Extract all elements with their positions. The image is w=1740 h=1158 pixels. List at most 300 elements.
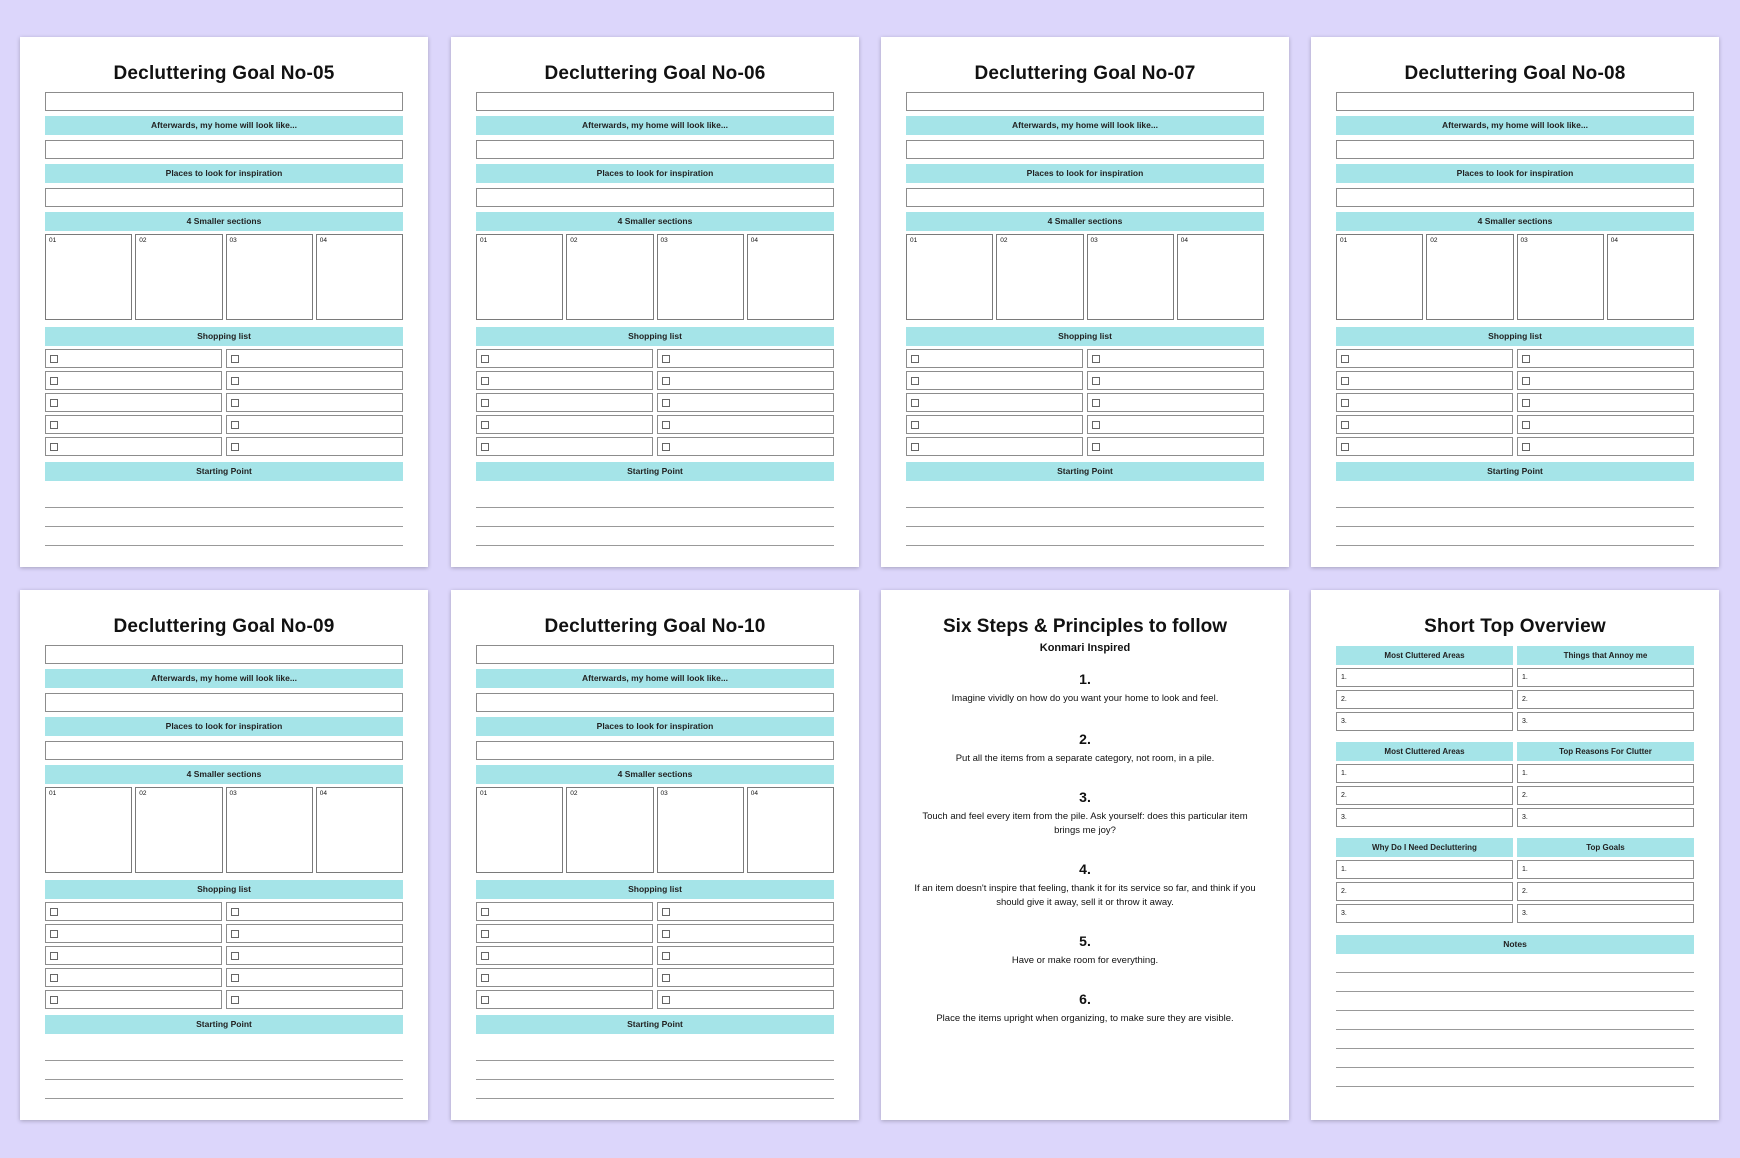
checkbox-icon[interactable] [1092,355,1100,363]
goal-input[interactable] [476,645,834,664]
shopping-item[interactable] [657,924,834,943]
afterwards-input[interactable] [1336,140,1694,159]
goal-input[interactable] [1336,92,1694,111]
checkbox-icon[interactable] [662,908,670,916]
section-box[interactable] [476,234,563,320]
writing-line[interactable] [45,527,403,546]
overview-entry[interactable] [1517,882,1694,901]
overview-entry[interactable] [1517,860,1694,879]
afterwards-header: Afterwards, my home will look like... [45,669,403,688]
checkbox-icon[interactable] [1092,377,1100,385]
section-number: 01 [480,790,488,797]
section-box[interactable] [566,787,653,873]
checkbox-icon[interactable] [231,974,239,982]
sections-header: 4 Smaller sections [1336,212,1694,231]
entry-number: 2. [1522,888,1528,895]
section-box[interactable] [135,787,222,873]
sections-header: 4 Smaller sections [476,212,834,231]
shopping-header: Shopping list [45,327,403,346]
checkbox-icon[interactable] [481,377,489,385]
checkbox-icon[interactable] [662,443,670,451]
sections-row [476,787,834,873]
afterwards-header: Afterwards, my home will look like... [45,116,403,135]
overview-block [1336,838,1694,923]
section-number: 03 [1090,237,1098,244]
page-title: Six Steps & Principles to follow [943,616,1227,637]
shopping-item[interactable] [906,371,1083,390]
shopping-item[interactable] [476,371,653,390]
overview-entry[interactable] [1336,808,1513,827]
inspiration-header: Places to look for inspiration [476,164,834,183]
checkbox-icon[interactable] [1522,421,1530,429]
checkbox-icon[interactable] [662,399,670,407]
entry-number: 2. [1522,696,1528,703]
goal-input[interactable] [906,92,1264,111]
shopping-item[interactable] [657,990,834,1009]
shopping-item[interactable] [226,415,403,434]
writing-lines [1336,489,1694,546]
shopping-item[interactable] [906,415,1083,434]
overview-header: Top Goals [1517,838,1694,857]
section-number: 01 [910,237,918,244]
entry-number: 2. [1522,792,1528,799]
overview-entry[interactable] [1336,882,1513,901]
section-box[interactable] [1177,234,1264,320]
checkbox-icon[interactable] [911,355,919,363]
checkbox-icon[interactable] [231,908,239,916]
section-number: 03 [660,790,668,797]
section-box[interactable] [45,787,132,873]
checkbox-icon[interactable] [481,996,489,1004]
checkbox-icon[interactable] [231,930,239,938]
section-number: 02 [570,790,578,797]
shopping-item[interactable] [476,968,653,987]
checkbox-icon[interactable] [662,421,670,429]
shopping-item[interactable] [45,393,222,412]
writing-line[interactable] [1336,508,1694,527]
overview-entry[interactable] [1336,786,1513,805]
checkbox-icon[interactable] [1092,443,1100,451]
page-title: Decluttering Goal No-09 [113,616,335,637]
checkbox-icon[interactable] [662,996,670,1004]
note-line[interactable] [1336,1068,1694,1087]
overview-block [1336,742,1694,827]
shopping-item[interactable] [1517,415,1694,434]
section-number: 04 [1180,237,1188,244]
goal-input[interactable] [45,92,403,111]
inspiration-input[interactable] [476,741,834,760]
shopping-item[interactable] [226,393,403,412]
shopping-item[interactable] [476,902,653,921]
overview-block [1336,646,1694,731]
checkbox-icon[interactable] [481,355,489,363]
writing-line[interactable] [476,489,834,508]
checkbox-icon[interactable] [50,996,58,1004]
section-box[interactable] [135,234,222,320]
shopping-item[interactable] [45,990,222,1009]
checkbox-icon[interactable] [231,421,239,429]
writing-line[interactable] [476,1042,834,1061]
shopping-item[interactable] [906,349,1083,368]
checkbox-icon[interactable] [481,930,489,938]
section-box[interactable] [1426,234,1513,320]
shopping-item[interactable] [226,437,403,456]
section-number: 04 [750,237,758,244]
section-number: 02 [570,237,578,244]
checkbox-icon[interactable] [1341,421,1349,429]
shopping-item[interactable] [226,990,403,1009]
shopping-item[interactable] [45,924,222,943]
page-title: Decluttering Goal No-05 [113,63,335,84]
section-number: 03 [1520,237,1528,244]
checkbox-icon[interactable] [50,421,58,429]
overview-column [1336,838,1513,923]
writing-line[interactable] [906,489,1264,508]
goal-input[interactable] [45,645,403,664]
checkbox-icon[interactable] [231,952,239,960]
checkbox-icon[interactable] [231,377,239,385]
page-title: Decluttering Goal No-06 [544,63,766,84]
section-box[interactable] [316,234,403,320]
section-box[interactable] [45,234,132,320]
checkbox-icon[interactable] [662,974,670,982]
shopping-item[interactable] [657,902,834,921]
shopping-item[interactable] [1087,415,1264,434]
inspiration-input[interactable] [476,188,834,207]
entry-number: 3. [1522,910,1528,917]
section-box[interactable] [1336,234,1423,320]
section-number: 04 [1610,237,1618,244]
section-box[interactable] [657,234,744,320]
shopping-item[interactable] [45,968,222,987]
section-box[interactable] [657,787,744,873]
checkbox-icon[interactable] [231,399,239,407]
section-box[interactable] [566,234,653,320]
writing-line[interactable] [1336,489,1694,508]
sections-row [45,234,403,320]
writing-lines [476,1042,834,1099]
checkbox-icon[interactable] [50,443,58,451]
section-box[interactable] [1517,234,1604,320]
checkbox-icon[interactable] [662,952,670,960]
overview-entry[interactable] [1336,668,1513,687]
sections-header: 4 Smaller sections [45,765,403,784]
step-number: 3. [1079,789,1091,805]
page-title: Decluttering Goal No-07 [974,63,1196,84]
inspiration-header: Places to look for inspiration [476,717,834,736]
section-box[interactable] [226,234,313,320]
section-box[interactable] [747,787,834,873]
shopping-header: Shopping list [906,327,1264,346]
goal-page [881,37,1289,567]
checkbox-icon[interactable] [231,996,239,1004]
entry-number: 3. [1522,718,1528,725]
inspiration-header: Places to look for inspiration [906,164,1264,183]
afterwards-input[interactable] [45,693,403,712]
starting-header: Starting Point [476,1015,834,1034]
afterwards-input[interactable] [476,693,834,712]
shopping-item[interactable] [45,902,222,921]
writing-line[interactable] [476,508,834,527]
overview-entry[interactable] [1517,668,1694,687]
step-number: 6. [1079,991,1091,1007]
writing-line[interactable] [45,1080,403,1099]
checkbox-icon[interactable] [911,421,919,429]
entry-number: 3. [1341,910,1347,917]
shopping-item[interactable] [1087,437,1264,456]
page-title: Decluttering Goal No-08 [1404,63,1626,84]
step-number: 5. [1079,933,1091,949]
shopping-item[interactable] [476,946,653,965]
overview-entry[interactable] [1517,808,1694,827]
sections-row [906,234,1264,320]
checkbox-icon[interactable] [1522,399,1530,407]
entry-number: 2. [1341,792,1347,799]
entry-number: 2. [1341,888,1347,895]
checkbox-icon[interactable] [1341,443,1349,451]
note-line[interactable] [1336,973,1694,992]
checkbox-icon[interactable] [662,355,670,363]
shopping-header: Shopping list [476,327,834,346]
checkbox-icon[interactable] [50,974,58,982]
checkbox-icon[interactable] [662,930,670,938]
checkbox-icon[interactable] [231,443,239,451]
section-box[interactable] [996,234,1083,320]
overview-entry[interactable] [1517,764,1694,783]
writing-line[interactable] [45,1042,403,1061]
checkbox-icon[interactable] [50,930,58,938]
page-title: Short Top Overview [1424,616,1606,637]
sections-row [476,234,834,320]
checkbox-icon[interactable] [1522,355,1530,363]
section-box[interactable] [1607,234,1694,320]
inspiration-input[interactable] [906,188,1264,207]
writing-line[interactable] [45,1061,403,1080]
checkbox-icon[interactable] [1092,399,1100,407]
afterwards-header: Afterwards, my home will look like... [476,669,834,688]
notes-header: Notes [1336,935,1694,954]
shopping-item[interactable] [657,415,834,434]
checkbox-icon[interactable] [231,355,239,363]
shopping-item[interactable] [45,349,222,368]
step-text: Imagine vividly on how do you want your home to look and feel. [951,693,1219,704]
goal-page [20,590,428,1120]
checkbox-icon[interactable] [911,443,919,451]
writing-line[interactable] [45,489,403,508]
section-number: 01 [1340,237,1348,244]
shopping-item[interactable] [657,437,834,456]
entry-number: 3. [1522,814,1528,821]
shopping-item[interactable] [226,968,403,987]
shopping-item[interactable] [476,349,653,368]
afterwards-input[interactable] [476,140,834,159]
note-line[interactable] [1336,992,1694,1011]
section-number: 03 [229,237,237,244]
step-number: 4. [1079,861,1091,877]
shopping-item[interactable] [476,924,653,943]
overview-column [1517,646,1694,731]
section-number: 04 [319,790,327,797]
section-box[interactable] [747,234,834,320]
section-box[interactable] [226,787,313,873]
shopping-item[interactable] [1517,349,1694,368]
checkbox-icon[interactable] [1341,399,1349,407]
writing-lines [476,489,834,546]
shopping-item[interactable] [476,990,653,1009]
shopping-item[interactable] [476,393,653,412]
shopping-item[interactable] [226,902,403,921]
writing-line[interactable] [476,1080,834,1099]
shopping-list [1336,349,1694,456]
overview-entry[interactable] [1336,690,1513,709]
inspiration-input[interactable] [45,741,403,760]
section-box[interactable] [1087,234,1174,320]
checkbox-icon[interactable] [1341,377,1349,385]
goal-page [451,590,859,1120]
starting-header: Starting Point [1336,462,1694,481]
shopping-item[interactable] [1087,393,1264,412]
inspiration-header: Places to look for inspiration [1336,164,1694,183]
overview-entry[interactable] [1336,712,1513,731]
overview-entry[interactable] [1517,904,1694,923]
checkbox-icon[interactable] [1522,377,1530,385]
shopping-list [45,902,403,1009]
shopping-item[interactable] [906,437,1083,456]
step-item [906,932,1264,968]
shopping-header: Shopping list [45,880,403,899]
step-item [906,860,1264,910]
shopping-item[interactable] [657,371,834,390]
overview-header: Things that Annoy me [1517,646,1694,665]
shopping-item[interactable] [1517,437,1694,456]
afterwards-input[interactable] [906,140,1264,159]
checkbox-icon[interactable] [1522,443,1530,451]
page-subtitle: Konmari Inspired [1039,642,1131,654]
checkbox-icon[interactable] [481,908,489,916]
checkbox-icon[interactable] [50,399,58,407]
shopping-item[interactable] [657,393,834,412]
shopping-item[interactable] [1087,349,1264,368]
goal-input[interactable] [476,92,834,111]
checkbox-icon[interactable] [481,421,489,429]
checkbox-icon[interactable] [481,399,489,407]
checkbox-icon[interactable] [481,952,489,960]
writing-line[interactable] [906,508,1264,527]
checkbox-icon[interactable] [1341,355,1349,363]
overview-entry[interactable] [1336,764,1513,783]
writing-line[interactable] [45,508,403,527]
shopping-item[interactable] [1336,437,1513,456]
writing-line[interactable] [1336,527,1694,546]
writing-line[interactable] [906,527,1264,546]
note-line[interactable] [1336,1049,1694,1068]
shopping-item[interactable] [226,349,403,368]
shopping-item[interactable] [45,946,222,965]
shopping-item[interactable] [476,415,653,434]
overview-entry[interactable] [1517,690,1694,709]
shopping-list [476,349,834,456]
starting-header: Starting Point [45,1015,403,1034]
checkbox-icon[interactable] [481,974,489,982]
shopping-item[interactable] [1517,371,1694,390]
note-line[interactable] [1336,1030,1694,1049]
overview-entry[interactable] [1336,904,1513,923]
step-text: Put all the items from a separate category, not room, in a pile. [955,753,1215,764]
shopping-item[interactable] [476,437,653,456]
section-box[interactable] [316,787,403,873]
step-item [906,990,1264,1026]
overview-column [1517,838,1694,923]
shopping-item[interactable] [657,946,834,965]
shopping-item[interactable] [226,946,403,965]
starting-header: Starting Point [476,462,834,481]
writing-line[interactable] [476,527,834,546]
shopping-item[interactable] [226,924,403,943]
writing-lines [45,1042,403,1099]
shopping-item[interactable] [45,415,222,434]
checkbox-icon[interactable] [911,377,919,385]
shopping-item[interactable] [45,371,222,390]
entry-number: 3. [1341,814,1347,821]
shopping-item[interactable] [657,968,834,987]
inspiration-input[interactable] [1336,188,1694,207]
goal-page [451,37,859,567]
section-number: 03 [660,237,668,244]
overview-page [1311,590,1719,1120]
shopping-item[interactable] [1517,393,1694,412]
shopping-item[interactable] [1336,393,1513,412]
step-text: Have or make room for everything. [1011,955,1159,966]
checkbox-icon[interactable] [911,399,919,407]
shopping-item[interactable] [45,437,222,456]
checkbox-icon[interactable] [50,952,58,960]
checkbox-icon[interactable] [481,443,489,451]
shopping-item[interactable] [1336,349,1513,368]
entry-number: 1. [1522,674,1528,681]
section-box[interactable] [906,234,993,320]
sections-header: 4 Smaller sections [45,212,403,231]
overview-entry[interactable] [1336,860,1513,879]
checkbox-icon[interactable] [50,377,58,385]
note-line[interactable] [1336,954,1694,973]
overview-entry[interactable] [1517,786,1694,805]
shopping-item[interactable] [1087,371,1264,390]
overview-entry[interactable] [1517,712,1694,731]
step-number: 1. [1079,671,1091,687]
inspiration-input[interactable] [45,188,403,207]
sections-row [1336,234,1694,320]
note-line[interactable] [1336,1011,1694,1030]
shopping-list [906,349,1264,456]
shopping-item[interactable] [657,349,834,368]
checkbox-icon[interactable] [50,355,58,363]
section-number: 03 [229,790,237,797]
checkbox-icon[interactable] [50,908,58,916]
section-number: 01 [480,237,488,244]
inspiration-header: Places to look for inspiration [45,717,403,736]
writing-line[interactable] [476,1061,834,1080]
shopping-item[interactable] [906,393,1083,412]
shopping-item[interactable] [226,371,403,390]
shopping-item[interactable] [1336,371,1513,390]
shopping-item[interactable] [1336,415,1513,434]
step-text: Place the items upright when organizing, to make sure they are visible. [936,1013,1234,1024]
section-box[interactable] [476,787,563,873]
checkbox-icon[interactable] [1092,421,1100,429]
steps-page [881,590,1289,1120]
checkbox-icon[interactable] [662,377,670,385]
afterwards-input[interactable] [45,140,403,159]
